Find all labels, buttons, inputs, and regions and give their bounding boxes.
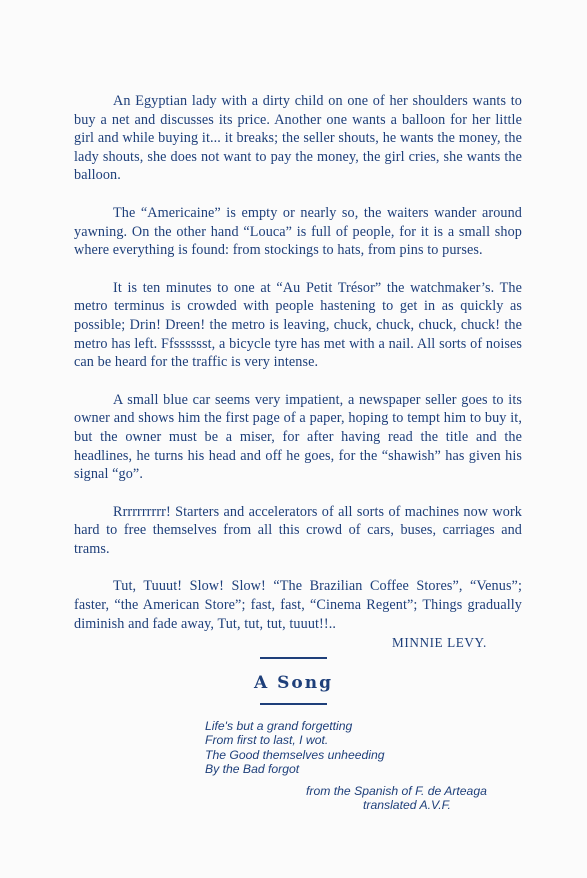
song-title: A Song <box>254 673 333 693</box>
paragraph-6: Tut, Tuuut! Slow! Slow! “The Brazilian Coffee Stores”, “Venus”; faster, “the American Store”; fast, fast, “Cinema Regent”; Things gradually diminish and fade away, Tut, tut, tut, tuuut!!.. <box>74 578 522 632</box>
author-signature: MINNIE LEVY. <box>392 635 487 650</box>
song-attribution <box>306 784 487 813</box>
divider-top <box>260 657 327 659</box>
verse-line: From first to last, I wot. <box>205 733 329 748</box>
attribution-translator: translated A.V.F. <box>363 798 451 813</box>
verse-line: The Good themselves unheeding <box>205 747 385 762</box>
paragraph-2: The “Americaine” is empty or nearly so, the waiters wander around yawning. On the other hand “Louca” is full of people, for it is a small shop where everything is found: from stockings to hats, from pins to purses. <box>74 204 522 259</box>
paragraph-4: A small blue car seems very impatient, a newspaper seller goes to its owner and shows him the first page of a paper, hoping to tempt him to buy it, but the owner must be a miser, for after having read the title and the headlines, he turns his head and off he goes, for the “shawish” has given his signal “go”. <box>74 391 522 483</box>
article-body <box>74 92 522 652</box>
song-verse <box>205 719 385 777</box>
verse-line: By the Bad forgot <box>205 762 300 777</box>
attribution-source: from the Spanish of F. de Arteaga <box>306 784 487 798</box>
paragraph-3: It is ten minutes to one at “Au Petit Trésor” the watchmaker’s. The metro terminus is crowded with people hastening to get in as quickly as possible; Drin! Dreen! the metro is leaving, chuck, chuck, chuck, chuck! the metro has left. Ffsssssst, a bicycle tyre has met with a nail. All sorts of noises can be heard for the traffic is very intense. <box>74 279 522 371</box>
verse-line: Life's but a grand forgetting <box>205 719 353 733</box>
paragraph-1: An Egyptian lady with a dirty child on one of her shoulders wants to buy a net and discusses its price. Another one wants a balloon for her little girl and while buying it... it breaks; the seller shouts, he wants the money, the lady shouts, she does not want to pay the money, the girl cries, she wants the balloon. <box>74 93 522 184</box>
paragraph-5: Rrrrrrrrrr! Starters and accelerators of all sorts of machines now work hard to free themselves from all this crowd of cars, buses, carriages and trams. <box>74 503 522 557</box>
divider-bottom <box>260 703 327 705</box>
